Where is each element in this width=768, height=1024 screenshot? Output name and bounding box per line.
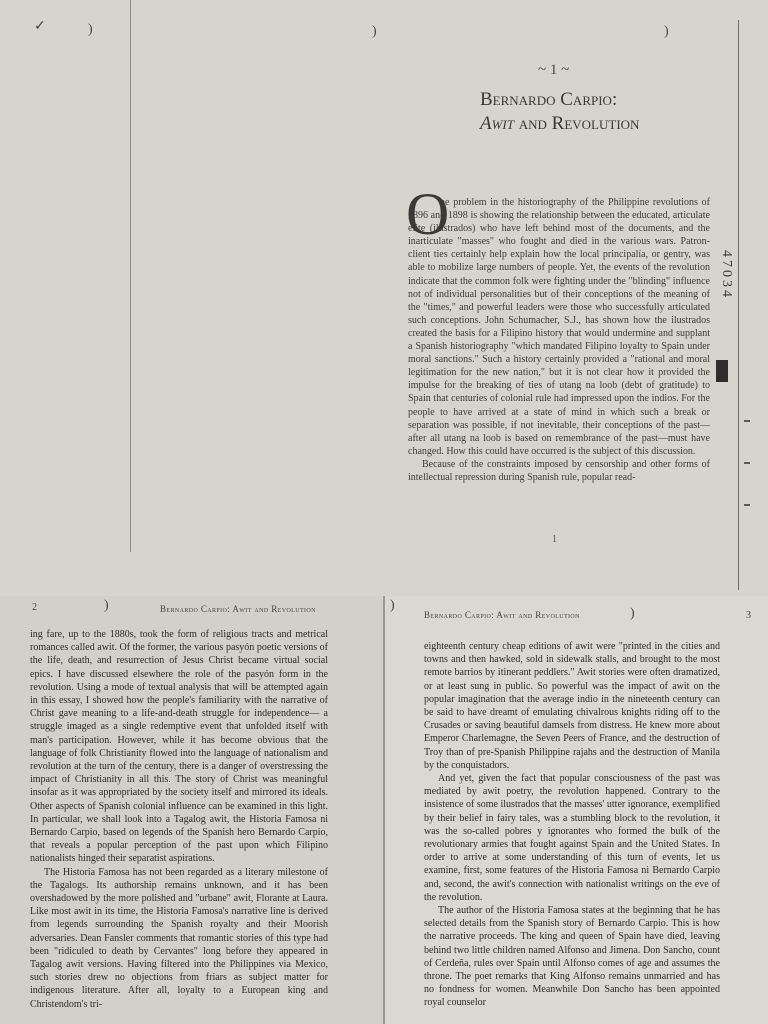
left-page [0, 596, 384, 1024]
corner-mark: ) [664, 24, 669, 39]
right-page-body [424, 640, 720, 1010]
intro-paragraph: Because of the constraints imposed by censorship and other forms of intellectual repression during Spanish rule, popular read- [408, 458, 710, 483]
corner-mark: ) [630, 606, 635, 621]
running-header: Bernardo Carpio: Awit and Revolution [160, 604, 316, 614]
chapter-title-rest: and Revolution [514, 113, 640, 134]
corner-mark: ) [104, 598, 109, 613]
chapter-title-line1: Bernardo Carpio: [480, 89, 618, 110]
body-paragraph: eighteenth century cheap editions of awit were "printed in the cities and towns and then hawked, sold in sidewalk stalls, and brought to the most remote barrios by itinerant peddlers." Awit stories were often dramatized, or at least sung in public. So powerful was the impact of awit on the popular imagination that the average indio in the nineteenth century can be said to have dreamt of emulating chivalrous knights riding off to the Crusades or saving beautiful damsels from distress. He knew more about Emperor Charlemagne, the Seven Peers of France, and the destruction of Troy than of pre-Spanish Philippine rajahs and the destruction of Manila by the conquistadors. [424, 641, 720, 771]
margin-tick [744, 420, 750, 422]
page-number: 2 [32, 602, 37, 613]
page-number: 3 [746, 610, 751, 621]
left-page-body [30, 628, 328, 1011]
page-edge-line [738, 20, 739, 590]
margin-tick [744, 504, 750, 506]
running-header: Bernardo Carpio: Awit and Revolution [424, 610, 580, 620]
margin-tick [744, 462, 750, 464]
body-paragraph: ing fare, up to the 1880s, took the form of religious tracts and metrical romances called awit. Of the former, the various pasyón poetic versions of the life, death, and resurrection of Jesus Christ became virtual social epics. I have discussed elsewhere the role of the pasyón form in the revolution. Using a mode of textual analysis that will be attempted again in this essay, I showed how the people's familiarity with the narrative of Christ gave meaning to a life-and-death struggle for independence— a struggle imaged as a single redemptive event that unfolded itself with man's participation. However, while it has become obvious that the language of folk Christianity flowed into the language of nationalism and revolution at the turn of the century, there is a danger of overstressing the impact of Christianity in all this. The story of Christ was meaningful insofar as it was appropriated by the society itself and mirrored its ideals. Other aspects of Spanish colonial influence can be examined in this light. In particular, we shall look into a Tagalog awit, the Historia Famosa ni Bernardo Carpio, based on legends of the Spanish hero Bernardo Carpio, that reveals a popular perception of the past upon which Filipino nationalists hinged their separatist aspirations. [30, 629, 328, 865]
body-paragraph: The author of the Historia Famosa states at the beginning that he has selected details from the Spanish story of Bernardo Carpio. This is how the narrative proceeds. The king and queen of Spain have died, leaving behind two little children named Alfonso and Jimena. Don Sancho, count of Cerdeña, rules over Spain until Alfonso comes of age and assumes the throne. The poet remarks that King Alfonso remains unmarried and has no fondness for women. Meanwhile Don Sancho has been appointed royal counselor [424, 905, 720, 1009]
chapter-title-line2 [480, 112, 700, 136]
corner-mark: ✓ [34, 19, 46, 34]
corner-mark: ) [372, 24, 377, 39]
page-number: 1 [552, 534, 557, 545]
body-paragraph: The Historia Famosa has not been regarded as a literary milestone of the Tagalogs. Its authorship remains unknown, and it has been overshadowed by the more polished and "urbane" awit, Florante at Laura. Like most awit in its time, the Historia Famosa's narrative line is derived from legends surrounding the Spanish royalty and their Moorish adversaries. Dean Fansler comments that romantic stories of this type had been "ridiculed to death by Cervantes" long before they appeared in Tagalog awit versions. Having filtered into the Philippines via Mexico, such stories drew no objections from friars as subject matter for indigenous literature. After all, loyalty to a European king and Christendom's tri- [30, 866, 328, 1010]
corner-mark: ) [88, 22, 93, 37]
chapter-number: ~ 1 ~ [538, 62, 570, 78]
side-tab-mark [716, 360, 728, 382]
corner-mark: ) [390, 598, 395, 613]
intro-paragraph: ne problem in the historiography of the Philippine revolutions of 1896 and 1898 is showing the relationship between the educated, articulate elite (ilustrados) who have left behind most of the documents, and the inarticulate "masses" who fought and died in the various wars. Patron-client ties certainly help explain how the local principalía, or gentry, was able to mobilize large numbers of people. Yet, the events of the revolution indicate that the common folk were fighting under the "blinding" influence not of individual personalities but of their conceptions of the meaning of the "times," and powerful leaders were those who successfully articulated such conceptions. John Schumacher, S.J., has shown how the ilustrados created the basis for a Filipino history that would undermine and supplant a Spanish historiography "which mandated Filipino loyalty to Spain under moral sanctions." Such a history certainly provided a "rational and moral legitimation for the new nation," but it is not clear how it provided the impulse for the breaking of ties of utang na loob (debt of gratitude) to Spain that centuries of colonial rule had impressed upon the indios. For the people to have arrived at a state of mind in which such a break or separation was possible, if not inevitable, their conceptions of the past—after all utang na loob is based on remembrance of the past—must have changed. How this could have occurred is the subject of this discussion. [408, 197, 710, 457]
side-stamp: 47034 [719, 250, 734, 300]
right-page [384, 596, 768, 1024]
body-paragraph: And yet, given the fact that popular consciousness of the past was mediated by awit poetry, the revolution happened. Contrary to the insistence of some ilustrados that the masses' utter ignorance, exemplified by their belief in fairy tales, was a stumbling block to the revolution, it was the so-called pobres y ignorantes who formed the bulk of the revolutionary armies that fought against Spain and the United States. In order to arrive at some understanding of this turn of events, let us examine, first, some features of the Historia Famosa ni Bernardo Carpio and, second, the awit's connection with nationalist writings on the eve of the revolution. [424, 773, 720, 903]
chapter-title-awit: Awit [480, 113, 514, 134]
chapter-title [480, 88, 700, 136]
sheet-edge-line [130, 0, 131, 552]
book-gutter [383, 596, 385, 1024]
intro-text [408, 196, 710, 484]
drop-cap: O [406, 181, 450, 247]
